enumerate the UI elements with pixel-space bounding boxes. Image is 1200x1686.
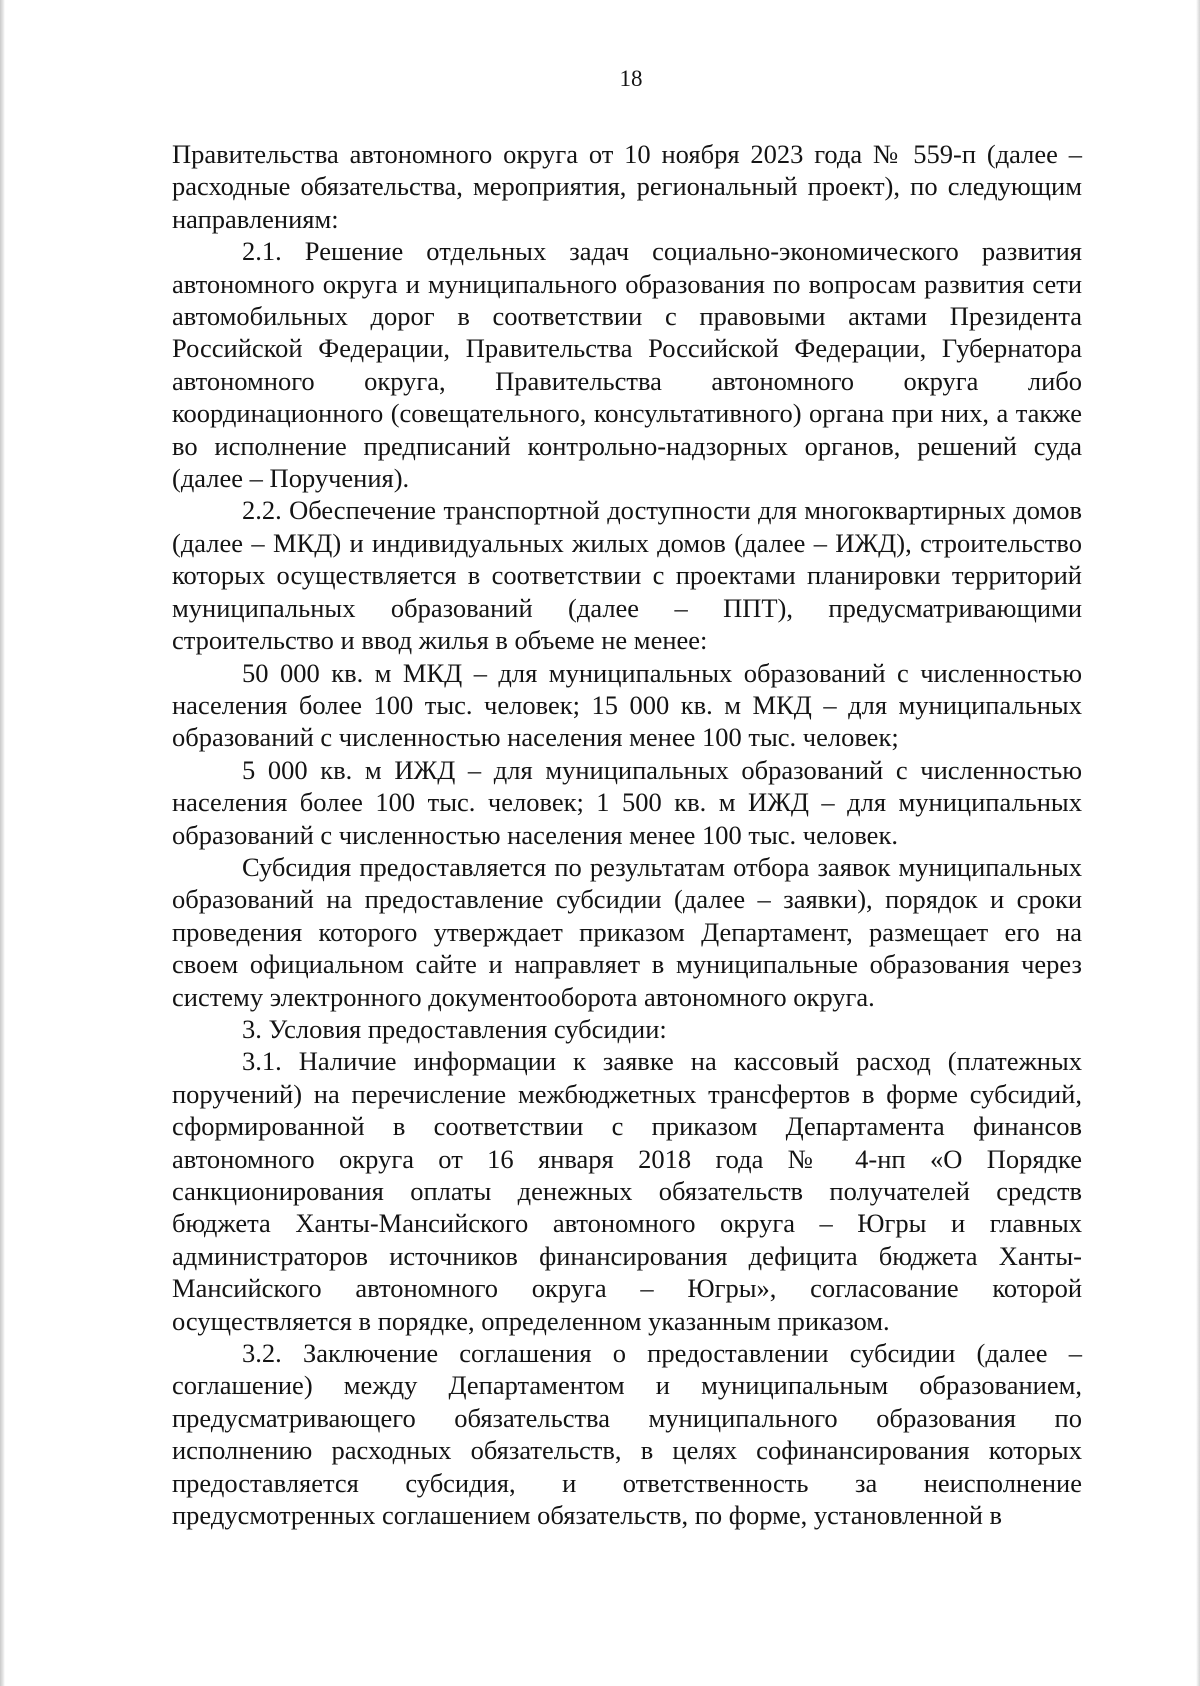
scan-edge-right <box>1196 0 1200 1686</box>
paragraph-subsidy-selection: Субсидия предоставляется по результатам отбора заявок муниципальных образований на предоставление субсидии (далее – заявки), порядок и сроки проведения которого утверждает приказом Департамент, размещает его на своем официальном сайте и направляет в муниципальные образования через систему электронного документооборота автономного округа. <box>172 851 1082 1012</box>
page-number: 18 <box>619 66 643 91</box>
paragraph-3-1: 3.1. Наличие информации к заявке на кассовый расход (платежных поручений) на перечисление межбюджетных трансфертов в форме субсидий, сформированной в соответствии с приказом Департамента финансов автономного округа от 16 января 2018 года № 4-нп «О Порядке санкционирования оплаты денежных обязательств получателей средств бюджета Ханты-Мансийского автономного округа – Югры и главных администраторов источников финансирования дефицита бюджета Ханты-Мансийского автономного округа – Югры», согласование которой осуществляется в порядке, определенном указанным приказом. <box>172 1046 1082 1336</box>
paragraph-2-1: 2.1. Решение отдельных задач социально-экономического развития автономного округа и муниципального образования по вопросам развития сети автомобильных дорог в соответствии с правовыми актами Президента Российской Федерации, Правительства Российской Федерации, Губернатора автономного округа, Правительства автономного округа либо координационного (совещательного, консультативного) органа при них, а также во исполнение предписаний контрольно-надзорных органов, решений суда (далее – Поручения). <box>172 236 1082 494</box>
document-body <box>172 138 1082 1531</box>
paragraph-3-2: 3.2. Заключение соглашения о предоставлении субсидии (далее – соглашение) между Департаментом и муниципальным образованием, предусматривающего обязательства муниципального образования по исполнению расходных обязательств, в целях софинансирования которых предоставляется субсидия, и ответственность за неисполнение предусмотренных соглашением обязательств, по форме, установленной в <box>172 1338 1082 1531</box>
paragraph-izhd-requirement: 5 000 кв. м ИЖД – для муниципальных образований с численностью населения более 100 тыс. человек; 1 500 кв. м ИЖД – для муниципальных образований с численностью населения менее 100 тыс. человек. <box>172 754 1082 850</box>
scan-edge-left <box>0 0 5 1686</box>
paragraph-3-heading: 3. Условия предоставления субсидии: <box>242 1013 667 1044</box>
paragraph-2-2: 2.2. Обеспечение транспортной доступности для многоквартирных домов (далее – МКД) и индивидуальных жилых домов (далее – ИЖД), строительство которых осуществляется в соответствии с проектами планировки территорий муниципальных образований (далее – ППТ), предусматривающими строительство и ввод жилья в объеме не менее: <box>172 495 1082 656</box>
paragraph-mkd-requirement: 50 000 кв. м МКД – для муниципальных образований с численностью населения более 100 тыс. человек; 15 000 кв. м МКД – для муниципальных образований с численностью населения менее 100 тыс. человек; <box>172 657 1082 753</box>
paragraph-continuation: Правительства автономного округа от 10 ноября 2023 года № 559-п (далее – расходные обязательства, мероприятия, региональный проект), по следующим направлениям: <box>172 139 1082 234</box>
